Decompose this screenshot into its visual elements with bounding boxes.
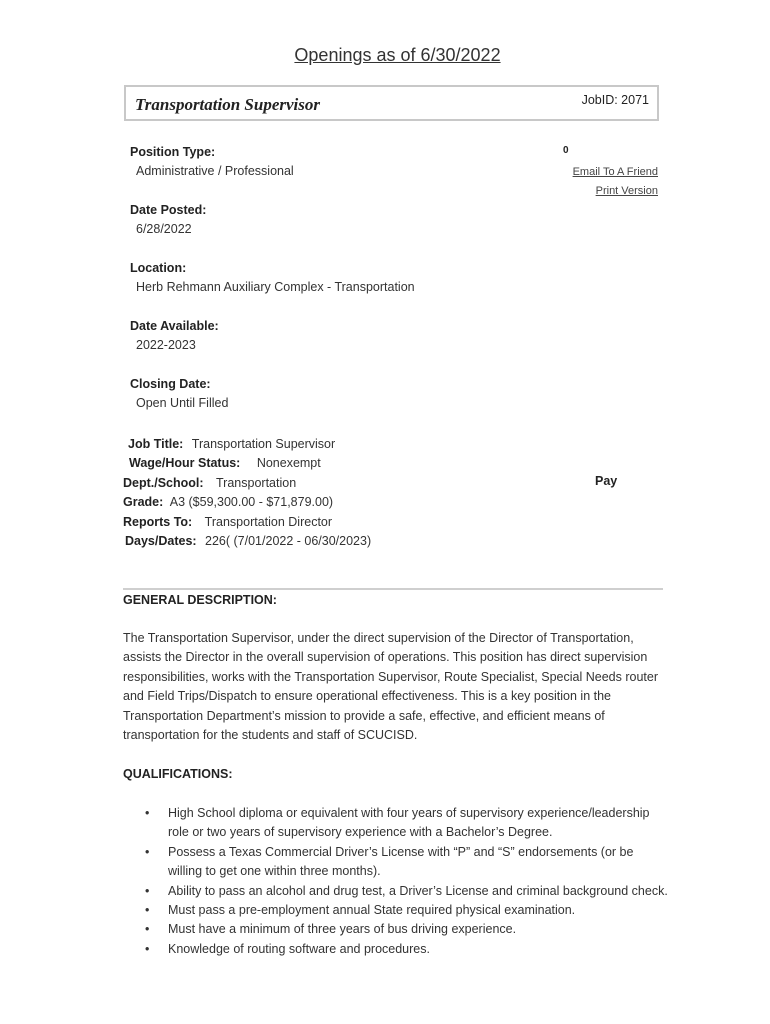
wage-value: Nonexempt	[256, 456, 321, 470]
reports-label: Reports To:	[123, 515, 193, 529]
qualification-item: • Must have a minimum of three years of bus driving experience.	[123, 920, 668, 939]
dept-value: Transportation	[216, 476, 297, 490]
position-type-value: Administrative / Professional	[136, 164, 294, 178]
grade-label: Grade:	[123, 495, 164, 509]
date-posted-value: 6/28/2022	[136, 222, 192, 236]
days-value: 226( (7/01/2022 - 06/30/2023)	[205, 534, 372, 548]
date-posted-label: Date Posted:	[130, 203, 207, 217]
days-label: Days/Dates:	[125, 534, 197, 548]
job-title: Transportation Supervisor	[135, 95, 320, 114]
grade-value: A3 ($59,300.00 - $71,879.00)	[169, 495, 334, 509]
qualifications-list	[123, 804, 668, 959]
print-version-link[interactable]: Print Version	[595, 185, 658, 197]
job-title-row	[128, 435, 335, 453]
qualifications-heading: QUALIFICATIONS:	[123, 767, 233, 781]
closing-date-value: Open Until Filled	[136, 396, 229, 410]
days-row	[125, 532, 371, 550]
general-description-text: The Transportation Supervisor, under the direct supervision of the Director of Transportation, assists the Director in the overall supervision of operations. This position has direct supervision responsibilities, works with the Transportation Supervisor, Route Specialist, Special Needs router and Field Trips/Dispatch to ensure operational effectiveness. This is a key position in the Transportation Department’s mission to provide a safe, effective, and efficient means of transportation for the students and staff of SCUCISD.	[123, 631, 658, 743]
section-divider	[123, 588, 663, 590]
page-title: Openings as of 6/30/2022	[294, 45, 501, 65]
email-to-friend-link[interactable]: Email To A Friend	[572, 166, 658, 178]
closing-date-label: Closing Date:	[130, 377, 211, 391]
position-type-label: Position Type:	[130, 145, 216, 159]
qualification-item: • Must pass a pre-employment annual State required physical examination.	[123, 901, 668, 920]
reports-value: Transportation Director	[204, 515, 333, 529]
dept-label: Dept./School:	[123, 476, 204, 490]
job-title-box	[124, 85, 659, 121]
general-description-heading: GENERAL DESCRIPTION:	[123, 593, 277, 607]
count-value: 0	[563, 145, 569, 156]
wage-row	[129, 454, 321, 472]
qualification-item: • Ability to pass an alcohol and drug test, a Driver’s License and criminal background check.	[123, 882, 668, 901]
date-available-value: 2022-2023	[136, 338, 196, 352]
reports-row	[123, 513, 332, 531]
grade-row	[123, 493, 333, 511]
job-title-value: Transportation Supervisor	[191, 437, 336, 451]
pay-label: Pay	[595, 474, 618, 488]
qualification-item: • High School diploma or equivalent with four years of supervisory experience/leadership role or two years of supervisory experience with a Bachelor’s Degree.	[123, 804, 668, 843]
wage-label: Wage/Hour Status:	[129, 456, 241, 470]
location-label: Location:	[130, 261, 187, 275]
qualification-item: • Possess a Texas Commercial Driver’s License with “P” and “S” endorsements (or be willing to get one within three months).	[123, 843, 668, 882]
job-title-label: Job Title:	[128, 437, 184, 451]
location-value: Herb Rehmann Auxiliary Complex - Transportation	[136, 280, 415, 294]
date-available-label: Date Available:	[130, 319, 219, 333]
dept-row	[123, 474, 296, 492]
qualification-item: • Knowledge of routing software and procedures.	[123, 940, 668, 959]
job-id: JobID: 2071	[581, 93, 649, 107]
